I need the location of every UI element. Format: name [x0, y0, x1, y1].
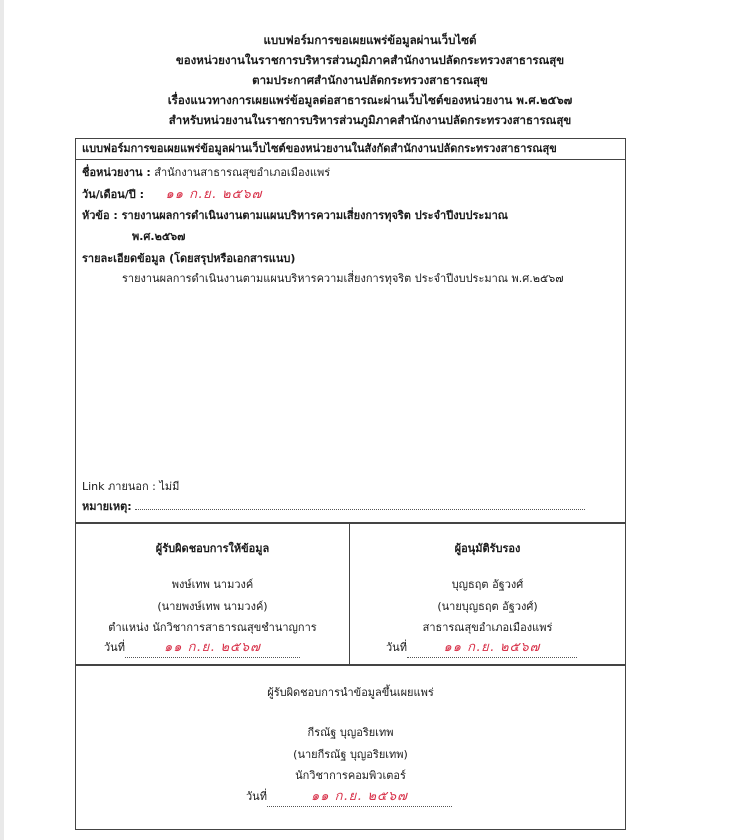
provider-position: ตำแหน่ง นักวิชาการสาธารณสุขชำนาญการ: [108, 621, 317, 634]
note-row: [82, 497, 585, 515]
agency-row: [82, 163, 330, 181]
publisher-name-paren: (นายกีรณัฐ บุญอริยเทพ): [293, 748, 408, 761]
approver-position: สาธารณสุขอำเภอเมืองแพร่: [422, 621, 553, 634]
signature-box-publisher: [75, 664, 626, 830]
publisher-name: กีรณัฐ บุญอริยเทพ: [307, 726, 394, 739]
header-line-1: แบบฟอร์มการขอเผยแพร่ข้อมูลผ่านเว็บไซต์: [263, 33, 477, 47]
approver-name-paren: (นายบุญธฤต อัฐวงศ์): [437, 600, 538, 613]
approver-title: ผู้อนุมัติรับรอง: [454, 542, 521, 555]
link-label: Link ภายนอก :: [82, 480, 156, 493]
approver-date-row: [386, 636, 577, 658]
link-value: ไม่มี: [159, 480, 180, 493]
header-line-3: ตามประกาศสำนักงานปลัดกระทรวงสาธารณสุข: [252, 73, 488, 87]
date-value-handwritten: ๑๑ ก.ย. ๒๕๖๗: [165, 187, 263, 202]
provider-name: พงษ์เทพ นามวงค์: [171, 578, 254, 591]
detail-value: รายงานผลการดำเนินงานตามแผนบริหารความเสี่ยงการทุจริต ประจำปีงบประมาณ พ.ศ.๒๕๖๗: [122, 272, 564, 285]
detail-label: รายละเอียดข้อมูล (โดยสรุปหรือเอกสารแนบ): [82, 252, 296, 265]
subject-row: [82, 206, 508, 224]
approver-name: บุญธฤต อัฐวงศ์: [451, 578, 524, 591]
header-line-5: สำหรับหน่วยงานในราชการบริหารส่วนภูมิภาคสำนักงานปลัดกระทรวงสาธารณสุข: [168, 113, 572, 127]
approver-date-value: ๑๑ ก.ย. ๒๕๖๗: [443, 640, 541, 655]
provider-date-value: ๑๑ ก.ย. ๒๕๖๗: [163, 640, 261, 655]
approver-date-label: วันที่: [386, 641, 407, 654]
signature-box-approver: [349, 522, 626, 666]
form-title: แบบฟอร์มการขอเผยแพร่ข้อมูลผ่านเว็บไซต์ของหน่วยงานในสังกัดสำนักงานปลัดกระทรวงสาธารณสุข: [76, 139, 625, 160]
provider-date-row: [104, 636, 300, 658]
agency-label: ชื่อหน่วยงาน :: [82, 166, 151, 179]
publisher-position: นักวิชาการคอมพิวเตอร์: [295, 769, 406, 782]
publisher-date-row: [246, 785, 452, 807]
publisher-date-value: ๑๑ ก.ย. ๒๕๖๗: [310, 789, 408, 804]
provider-date-label: วันที่: [104, 641, 125, 654]
form-box: [75, 138, 626, 524]
date-label: วัน/เดือน/ปี :: [82, 188, 144, 201]
agency-value: สำนักงานสาธารณสุขอำเภอเมืองแพร่: [154, 166, 331, 179]
link-row: [82, 477, 179, 495]
publisher-title: ผู้รับผิดชอบการนำข้อมูลขึ้นเผยแพร่: [267, 686, 434, 699]
header-line-2: ของหน่วยงานในราชการบริหารส่วนภูมิภาคสำนักงานปลัดกระทรวงสาธารณสุข: [175, 53, 565, 67]
subject-label: หัวข้อ :: [82, 209, 118, 222]
page-edge: [0, 0, 4, 840]
subject-value: รายงานผลการดำเนินงานตามแผนบริหารความเสี่ยงการทุจริต ประจำปีงบประมาณ: [121, 209, 508, 222]
document-header: [60, 30, 680, 130]
provider-title: ผู้รับผิดชอบการให้ข้อมูล: [155, 542, 270, 555]
subject-value-line2: พ.ศ.๒๕๖๗: [132, 230, 186, 243]
date-row: [82, 183, 262, 204]
note-label: หมายเหตุ:: [82, 500, 132, 513]
provider-name-paren: (นายพงษ์เทพ นามวงค์): [157, 600, 268, 613]
publisher-date-label: วันที่: [246, 790, 267, 803]
header-line-4: เรื่องแนวทางการเผยแพร่ข้อมูลต่อสาธารณะผ่านเว็บไซต์ของหน่วยงาน พ.ศ.๒๕๖๗: [167, 93, 573, 107]
note-dotted-line: [135, 509, 585, 510]
signature-box-provider: [75, 522, 350, 666]
